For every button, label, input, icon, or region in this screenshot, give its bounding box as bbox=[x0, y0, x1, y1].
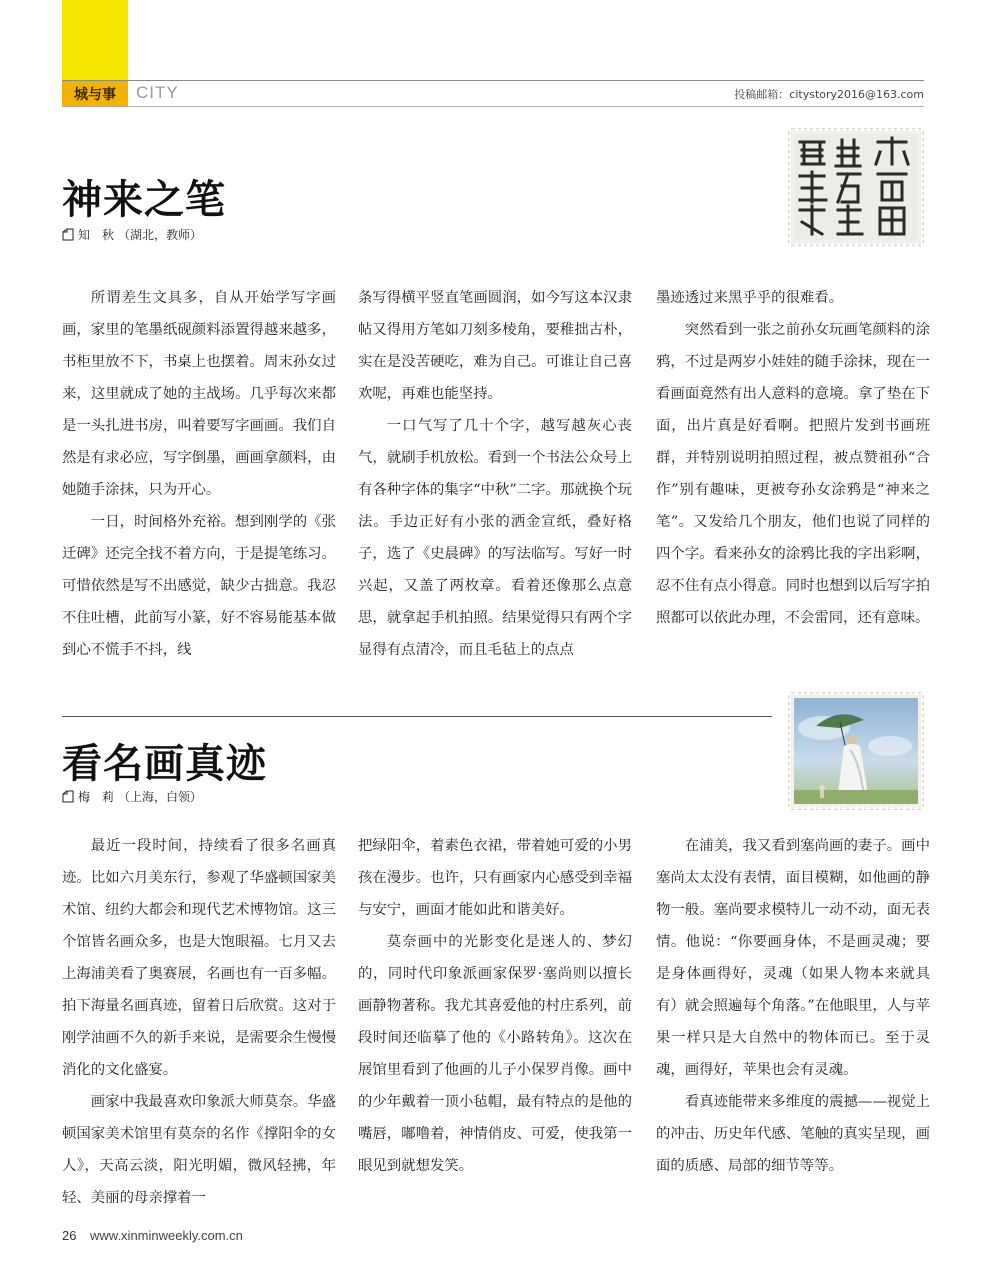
calligraphy-seal-icon bbox=[788, 128, 924, 246]
paragraph: 所谓差生文具多，自从开始学写字画画，家里的笔墨纸砚颜料添置得越来越多，书柜里放不下，书桌上也摆着。周末孙女过来，这里就成了她的主战场。几乎每次来都是一头扎进书房，叫着要写字画画。我们自然是有求必应，写字倒墨，画画拿颜料，由她随手涂抹，只为开心。 bbox=[62, 290, 336, 498]
article1-title: 神来之笔 bbox=[62, 176, 226, 223]
article1-author-info: （湖北，教师） bbox=[118, 228, 203, 242]
article1-column-2 bbox=[358, 282, 632, 666]
article2-author-info: （上海，白领） bbox=[118, 790, 203, 804]
woman-with-parasol-painting-icon bbox=[788, 692, 924, 810]
article-divider bbox=[62, 716, 772, 717]
paragraph: 看真迹能带来多维度的震撼——视觉上的冲击、历史年代感、笔触的真实呈现，画面的质感、局部的细节等等。 bbox=[656, 1094, 930, 1174]
article1-byline bbox=[62, 226, 202, 243]
paragraph: 把绿阳伞，着素色衣裙，带着她可爱的小男孩在漫步。也许，只有画家内心感受到幸福与安宁，画面才能如此和谐美好。 bbox=[358, 838, 632, 918]
pen-icon bbox=[62, 790, 74, 803]
page-number: 26 bbox=[62, 1228, 77, 1243]
paragraph: 墨迹透过来黑乎乎的很难看。 bbox=[656, 290, 844, 306]
article2-author: 梅 莉 bbox=[78, 790, 115, 804]
paragraph: 画家中我最喜欢印象派大师莫奈。华盛顿国家美术馆里有莫奈的名作《撑阳伞的女人》，天高云淡，阳光明媚，微风轻拂，年轻、美丽的母亲撑着一 bbox=[62, 1094, 336, 1206]
header-rule-top bbox=[62, 80, 924, 81]
yellow-corner-tab bbox=[62, 0, 128, 80]
paragraph: 条写得横平竖直笔画圆润，如今写这本汉隶帖又得用方笔如刀刻多棱角，要稚拙古朴，实在是没苦硬吃，难为自己。可谁让自己喜欢呢，再难也能坚持。 bbox=[358, 290, 632, 402]
section-english-label: CITY bbox=[136, 83, 179, 102]
section-badge: 城与事 bbox=[62, 81, 128, 106]
paragraph: 突然看到一张之前孙女玩画笔颜料的涂鸦，不过是两岁小娃娃的随手涂抹，现在一看画面竟然有出人意料的意境。拿了垫在下面，出片真是好看啊。把照片发到书画班群，并特别说明拍照过程，被点赞祖孙“合作”别有趣味，更被夸孙女涂鸦是“神来之笔”。又发给几个朋友，他们也说了同样的四个字。看来孙女的涂鸦比我的字出彩啊，忍不住有点小得意。同时也想到以后写字拍照都可以依此办理，不会雷同，还有意味。 bbox=[656, 322, 930, 626]
paragraph: 在浦美，我又看到塞尚画的妻子。画中塞尚太太没有表情，面目模糊，如他画的静物一般。塞尚要求模特儿一动不动，面无表情。他说：“你要画身体，不是画灵魂；要是身体画得好，灵魂（如果人物本来就具有）就会照遍每个角落。”在他眼里，人与苹果一样只是大自然中的物体而已。至于灵魂，画得好，苹果也会有灵魂。 bbox=[656, 838, 930, 1078]
article1-column-1 bbox=[62, 282, 336, 666]
pen-icon bbox=[62, 228, 74, 241]
painting-art bbox=[794, 698, 918, 804]
article2-column-2 bbox=[358, 830, 632, 1182]
paragraph: 莫奈画中的光影变化是迷人的、梦幻的，同时代印象派画家保罗·塞尚则以擅长画静物著称。我尤其喜爱他的村庄系列，前段时间还临摹了他的《小路转角》。这次在展馆里看到了他画的儿子小保罗肖像。画中的少年戴着一顶小毡帽，最有特点的是他的嘴唇，嘟噜着，神情俏皮、可爱，使我第一眼见到就想发笑。 bbox=[358, 934, 632, 1174]
calligraphy-art bbox=[794, 134, 918, 240]
article2-title: 看名画真迹 bbox=[62, 740, 267, 787]
article2-column-3 bbox=[656, 830, 930, 1182]
submission-email: 投稿邮箱：citystory2016@163.com bbox=[734, 88, 924, 101]
article2-column-1 bbox=[62, 830, 336, 1214]
article1-author: 知 秋 bbox=[78, 228, 115, 242]
header-rule-bottom bbox=[62, 106, 924, 107]
paragraph: 最近一段时间，持续看了很多名画真迹。比如六月美东行，参观了华盛顿国家美术馆、纽约大都会和现代艺术博物馆。这三个馆皆名画众多，也是大饱眼福。七月又去上海浦美看了奥赛展，名画也有一百多幅。拍下海量名画真迹，留着日后欣赏。这对于刚学油画不久的新手来说，是需要余生慢慢消化的文化盛宴。 bbox=[62, 838, 336, 1078]
paragraph: 一日，时间格外充裕。想到刚学的《张迁碑》还完全找不着方向，于是提笔练习。可惜依然是写不出感觉，缺少古拙意。我忍不住吐槽，此前写小篆，好不容易能基本做到心不慌手不抖，线 bbox=[62, 514, 336, 658]
article2-byline bbox=[62, 788, 202, 805]
website-link[interactable]: www.xinminweekly.com.cn bbox=[90, 1228, 243, 1243]
article1-column-3 bbox=[656, 282, 930, 634]
paragraph: 一口气写了几十个字，越写越灰心丧气，就刷手机放松。看到一个书法公众号上有各种字体的集字“中秋”二字。那就换个玩法。手边正好有小张的洒金宣纸，叠好格子，选了《史晨碑》的写法临写。写好一时兴起，又盖了两枚章。看着还像那么点意思，就拿起手机拍照。结果觉得只有两个字显得有点清冷，而且毛毡上的点点 bbox=[358, 418, 632, 658]
